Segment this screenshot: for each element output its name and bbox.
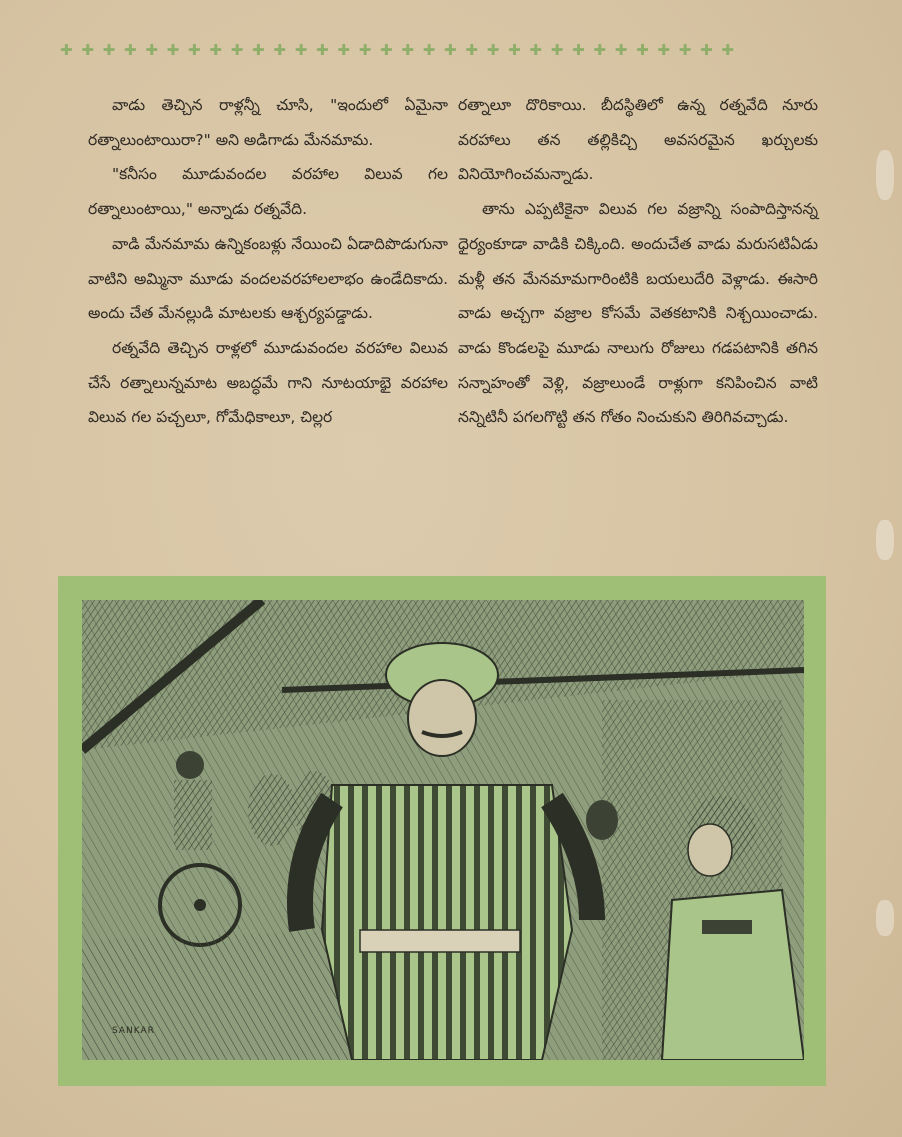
paper-stain (876, 520, 894, 560)
workshop-scene-drawing (82, 600, 804, 1060)
paragraph: తాను ఎప్పటికైనా విలువ గల వజ్రాన్ని సంపాదిస్తానన్న ధైర్యంకూడా వాడికి చిక్కింది. అందుచేత వాడు మరుసటిఏడు మళ్లీ తన మేనమామగారింటికి బయలుదేరి వెళ్లాడు. ఈసారి వాడు అచ్చగా వజ్రాల కోసమే వెతకటానికి నిశ్చయించాడు. వాడు కొండలపై మూడు నాలుగు రోజులు గడపటానికి తగిన సన్నాహంతో వెళ్లి, వజ్రాలుండే రాళ్లుగా కనిపించిన వాటి నన్నిటినీ పగలగొట్టి తన గోతం నించుకుని తిరిగివచ్చాడు. (458, 200, 818, 427)
story-illustration (58, 576, 826, 1086)
paragraph: వాడి మేనమామ ఉన్నికంబళ్లు నేయించి ఏడాదిపొడుగునా వాటిని అమ్మినా మూడు వందలవరహాలలాభం ఉండేదికాదు. అందు చేత మేనల్లుడి మాటలకు ఆశ్చర్యపడ్డాడు. (88, 234, 448, 323)
text-column-right (458, 88, 818, 435)
paper-stain (876, 900, 894, 936)
text-column-left (88, 88, 448, 435)
paragraph: రత్నాలూ దొరికాయి. బీదస్థితిలో ఉన్న రత్నవేది నూరు వరహాలు తన తల్లికిచ్చి అవసరమైన ఖర్చులకు వినియోగించమన్నాడు. (458, 96, 818, 184)
paragraph: "కనీసం మూడువందల వరహాల విలువ గల రత్నాలుంటాయి," అన్నాడు రత్నవేది. (88, 165, 448, 219)
paragraph: వాడు తెచ్చిన రాళ్లన్నీ చూసి, "ఇందులో ఏమైనా రత్నాలుంటాయిరా?" అని అడిగాడు మేనమామ. (88, 96, 448, 149)
artist-signature: SANKAR (112, 1026, 155, 1036)
paragraph: రత్నవేది తెచ్చిన రాళ్లలో మూడువందల వరహాల విలువ చేసే రత్నాలున్నమాట అబద్ధమే గాని నూటయాభై వరహాల విలువ గల పచ్చలూ, గోమేధికాలూ, చిల్లర (88, 338, 448, 427)
illustration-artwork (82, 600, 804, 1060)
paper-stain (876, 150, 894, 200)
decorative-border-strip: ✚ ✚ ✚ ✚ ✚ ✚ ✚ ✚ ✚ ✚ ✚ ✚ ✚ ✚ ✚ ✚ ✚ ✚ ✚ ✚ ✚ ✚ ✚ ✚ ✚ ✚ ✚ ✚ ✚ ✚ ✚ ✚ (60, 41, 736, 59)
